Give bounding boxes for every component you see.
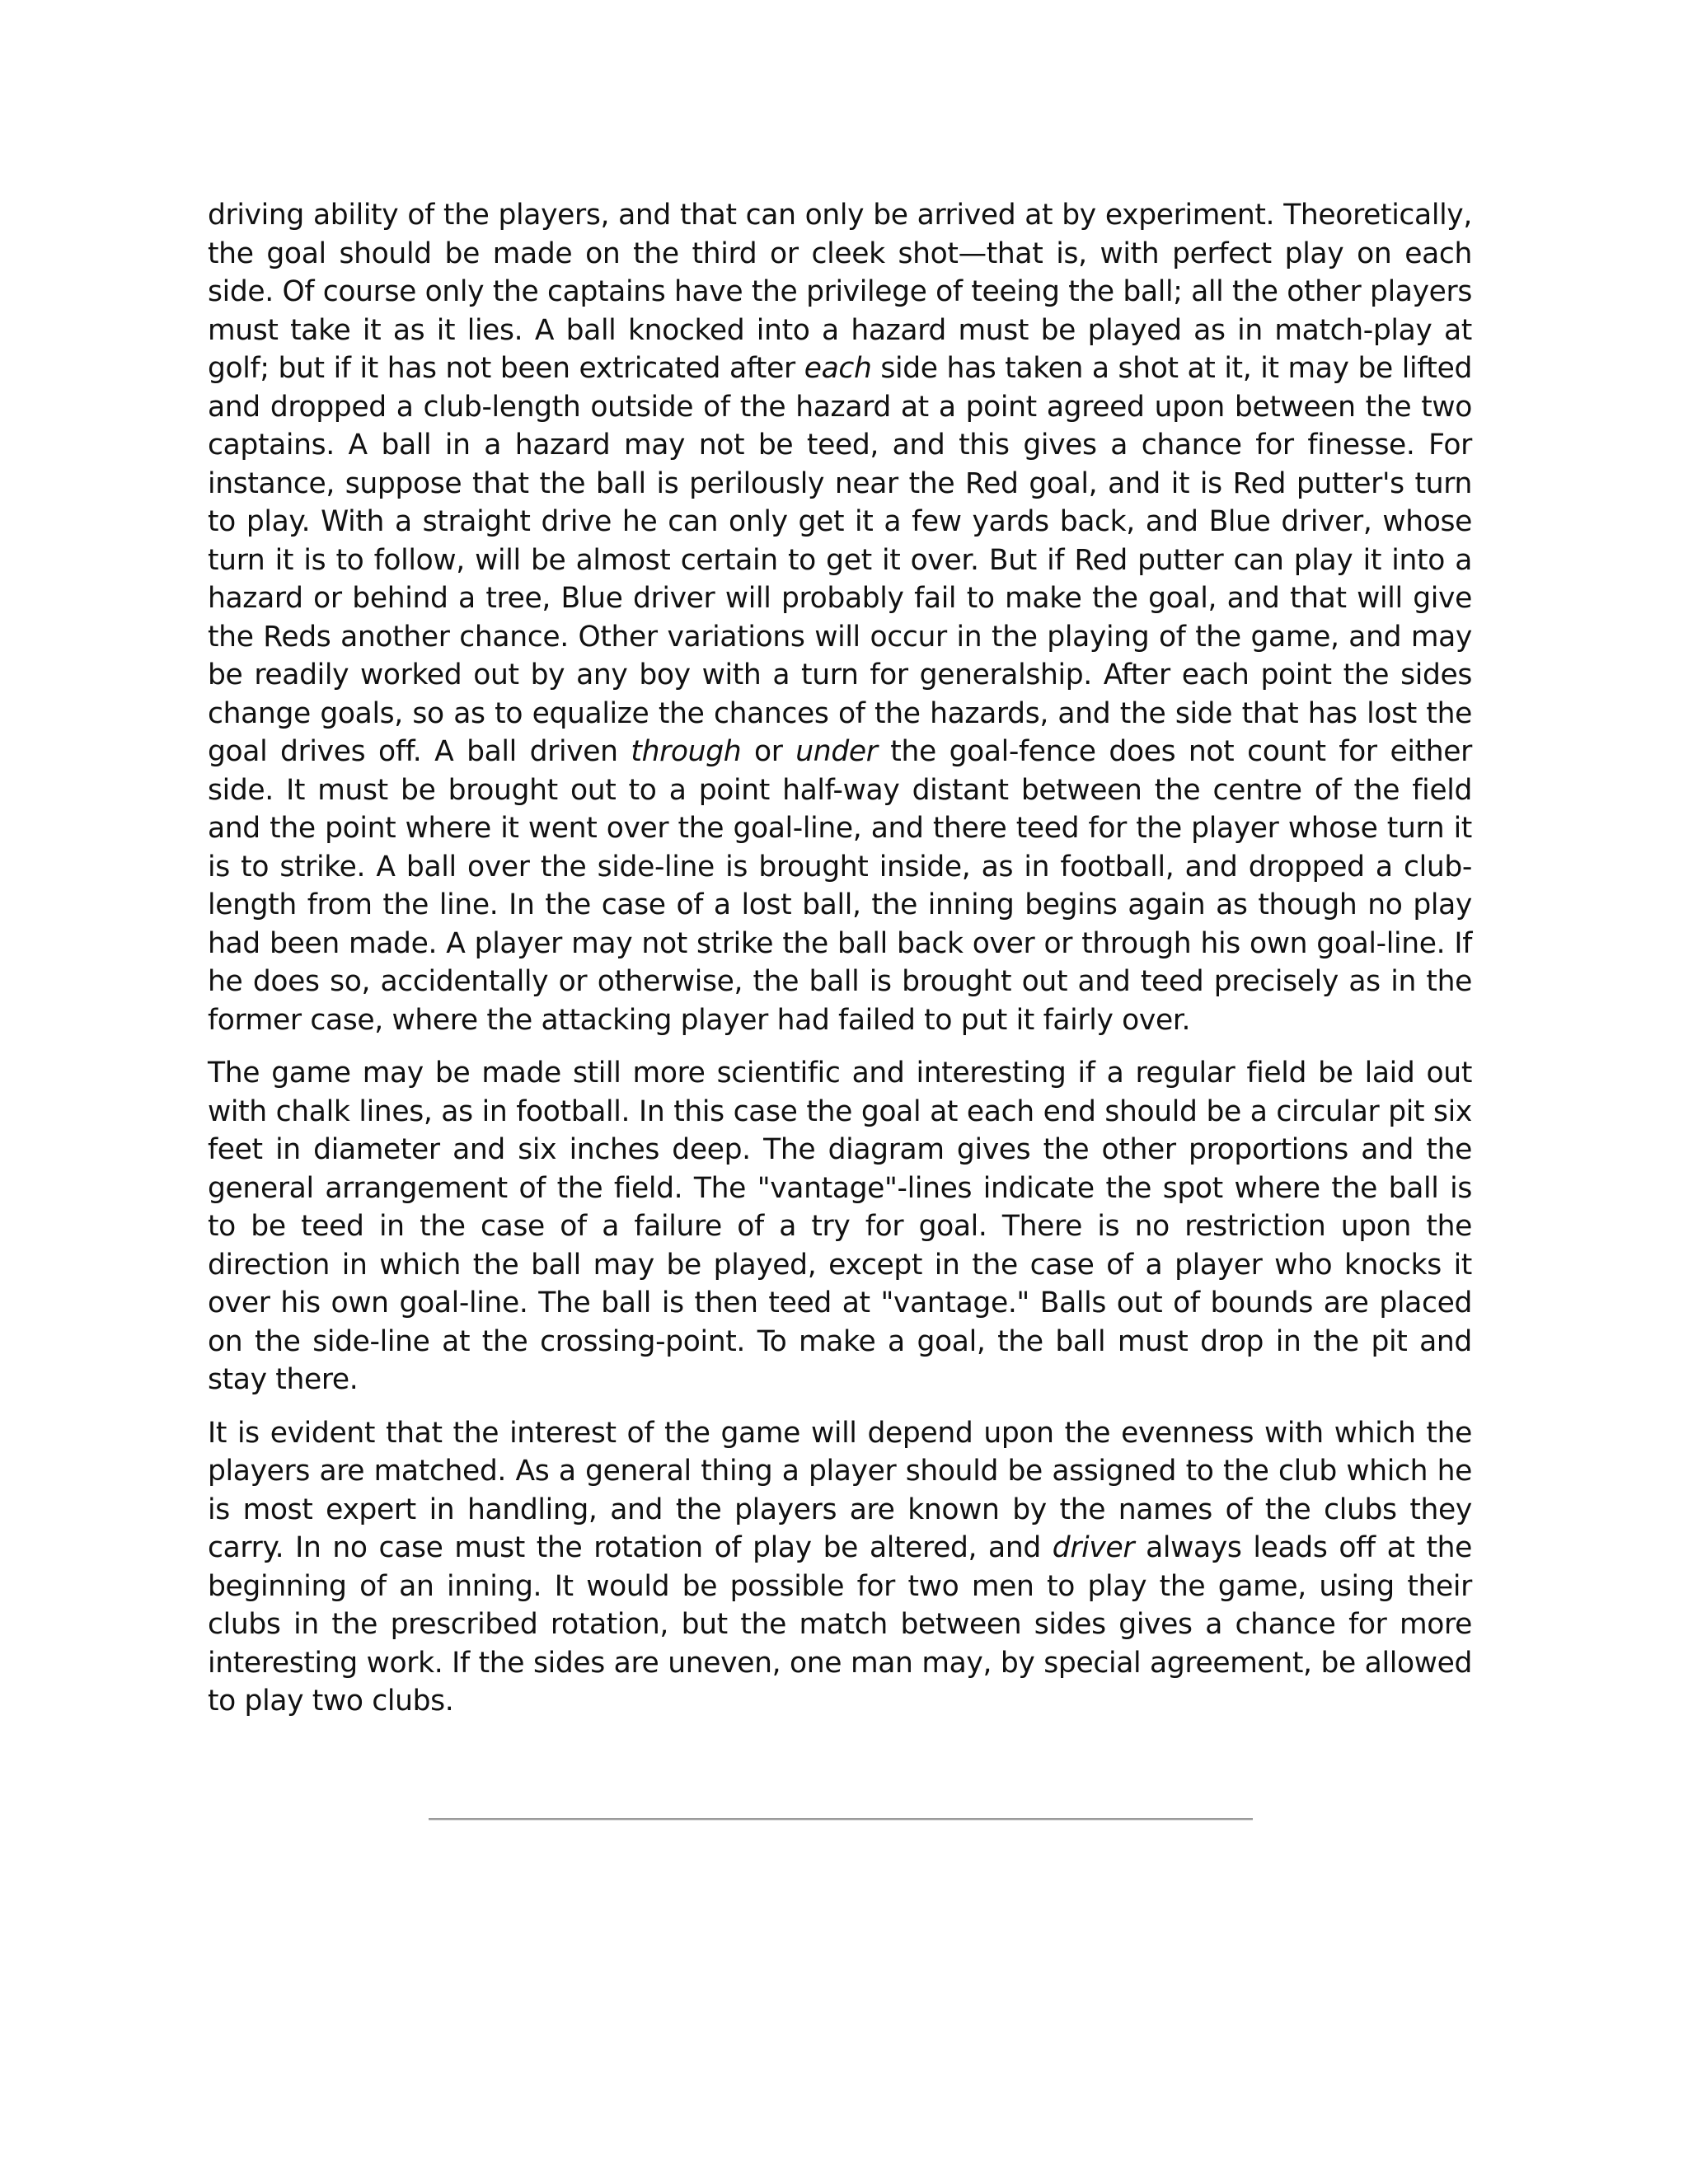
text-run: It is evident that the interest of the game will depend upon the evenness with which the players are matched. As a general thing a player should be assigned to the club which he is most expert in handling, and the players are known by the names of the clubs they carry. In no case must the rotation of play be altered, and xyxy=(208,1416,1472,1564)
text-run: always leads off at the beginning of an inning. It would be possible for two men to play the game, using their clubs in the prescribed rotation, but the match between sides gives a chance for more interesting work. If the sides are uneven, one man may, by special agreement, be allowed to play two clubs. xyxy=(208,1531,1473,1718)
text-run: or xyxy=(741,735,796,768)
emphasis-driver: driver xyxy=(1052,1531,1135,1564)
text-run: The game may be made still more scientific and interesting if a regular field be laid out with chalk lines, as in football. In this case the goal at each end should be a circular pit six feet in diameter and six inches deep. The diagram gives the other proportions and the general arrangement of the field. The "vantage"-lines indicate the spot where the ball is to be teed in the case of a failure of a try for goal. There is no restriction upon the direction in which the ball may be played, except in the case of a player who knocks it over his own goal-line. The ball is then teed at "vantage." Balls out of bounds are placed on the side-line at the crossing-point. To make a goal, the ball must drop in the pit and stay there. xyxy=(208,1057,1472,1396)
text-run: side has taken a shot at it, it may be lifted and dropped a club-length outside of the hazard at a point agreed upon between the two captains. A ball in a hazard may not be teed, and this gives a chance for finesse. For instance, suppose that the ball is perilously near the Red goal, and it is Red putter's turn to play. With a straight drive he can only get it a few yards back, and Blue driver, whose turn it is to follow, will be almost certain to get it over. But if Red putter can play it into a hazard or behind a tree, Blue driver will probably fail to make the goal, and that will give the Reds another chance. Other variations will occur in the playing of the game, and may be readily worked out by any boy with a turn for generalship. After each point the sides change goals, so as to equalize the chances of the hazards, and the side that has lost the goal drives off. A ball driven xyxy=(208,352,1472,768)
text-run: the goal-fence does not count for either side. It must be brought out to a point half-way distant between the centre of the field and the point where it went over the goal-line, and there teed for the player whose turn it is to strike. A ball over the side-line is brought inside, as in football, and dropped a club-length from the line. In the case of a lost ball, the inning begins again as though no play had been made. A player may not strike the ball back over or through his own goal-line. If he does so, accidentally or otherwise, the ball is brought out and teed precisely as in the former case, where the attacking player had failed to put it fairly over. xyxy=(208,735,1472,1037)
paragraph-1 xyxy=(208,196,1472,1039)
emphasis-through: through xyxy=(631,735,742,768)
paragraph-2 xyxy=(208,1054,1472,1399)
emphasis-under: under xyxy=(795,735,878,768)
text-run: driving ability of the players, and that can only be arrived at by experiment. Theoretically, the goal should be made on the third or cleek shot—that is, with perfect play on each side. Of course only the captains have the privilege of teeing the ball; all the other players must take it as it lies. A ball knocked into a hazard must be played as in match-play at golf; but if it has not been extricated after xyxy=(208,199,1472,385)
section-divider xyxy=(429,1818,1253,1821)
document-body xyxy=(208,196,1472,1736)
paragraph-3 xyxy=(208,1414,1472,1721)
emphasis-each: each xyxy=(804,352,872,385)
